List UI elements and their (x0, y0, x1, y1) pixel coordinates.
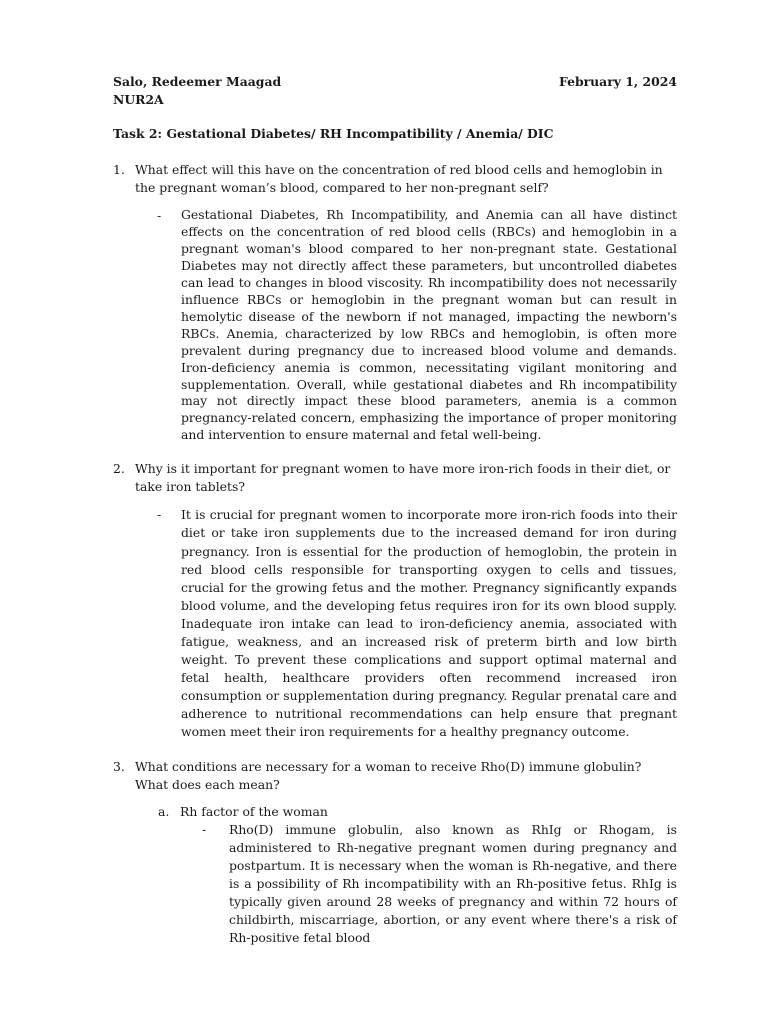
question-text: What effect will this have on the concentration of red blood cells and hemoglobin in the pregnant woman’s blood, compared to her non-pregnant self? (135, 162, 663, 196)
question-1 (113, 161, 677, 197)
question-text: What conditions are necessary for a woman to receive Rho(D) immune globulin? What does each mean? (135, 758, 642, 792)
sub-item-a (158, 803, 677, 821)
answer-text: Gestational Diabetes, Rh Incompatibility, and Anemia can all have distinct effects on the concentration of red blood cells (RBCs) and hemoglobin in a pregnant woman's blood compared to her non-pregnant state. Gestational Diabetes may not directly affect these parameters, but uncontrolled diabetes can lead to changes in blood viscosity. Rh incompatibility does not necessarily influence RBCs or hemoglobin in the pregnant woman but can result in hemolytic disease of the newborn if not managed, impacting the newborn's RBCs. Anemia, characterized by low RBCs and hemoglobin, is often more prevalent during pregnancy due to increased blood volume and demands. Iron-deficiency anemia is common, necessitating vigilant monitoring and supplementation. Overall, while gestational diabetes and Rh incompatibility may not directly impact these blood parameters, anemia is a common pregnancy-related concern, emphasizing the importance of proper monitoring and intervention to ensure maternal and fetal well-being. (181, 207, 677, 443)
student-name: Salo, Redeemer Maagad (113, 74, 282, 89)
answer-bullet: - (202, 821, 207, 837)
sub-item-label: Rh factor of the woman (180, 803, 328, 819)
answer-bullet: - (157, 507, 162, 523)
answer-bullet: - (157, 208, 162, 224)
sub-item-letter: a. (158, 803, 170, 819)
answer-text: Rho(D) immune globulin, also known as RhIg or Rhogam, is administered to Rh-negative pregnant women during pregnancy and postpartum. It is necessary when the woman is Rh-negative, and there is a possibility of Rh incompatibility with an Rh-positive fetus. RhIg is typically given around 28 weeks of pregnancy and within 72 hours of childbirth, miscarriage, abortion, or any event where there's a risk of Rh-positive fetal blood (229, 821, 677, 946)
question-number: 2. (113, 461, 125, 477)
answer-3a (202, 821, 677, 948)
task-title: Task 2: Gestational Diabetes/ RH Incompatibility / Anemia/ DIC (113, 126, 554, 142)
question-3 (113, 758, 677, 794)
document-date: February 1, 2024 (558, 74, 677, 89)
header (113, 73, 677, 91)
answer-2 (157, 506, 677, 741)
answer-1 (157, 207, 677, 444)
course-code: NUR2A (113, 92, 164, 108)
question-text: Why is it important for pregnant women to have more iron-rich foods in their diet, or take iron tablets? (135, 461, 671, 495)
answer-text: It is crucial for pregnant women to incorporate more iron-rich foods into their diet or take iron supplements due to the increased demand for iron during pregnancy. Iron is essential for the production of hemoglobin, the protein in red blood cells responsible for transporting oxygen to cells and tissues, crucial for the growing fetus and the mother. Pregnancy significantly expands blood volume, and the developing fetus requires iron for its own blood supply. Inadequate iron intake can lead to iron-deficiency anemia, associated with fatigue, weakness, and an increased risk of preterm birth and low birth weight. To prevent these complications and support optimal maternal and fetal health, healthcare providers often recommend increased iron consumption or supplementation during pregnancy. Regular prenatal care and adherence to nutritional recommendations can help ensure that pregnant women meet their iron requirements for a healthy pregnancy outcome. (181, 507, 677, 740)
document-page (113, 73, 677, 948)
question-number: 3. (113, 758, 125, 774)
question-number: 1. (113, 162, 125, 178)
question-2 (113, 460, 677, 496)
